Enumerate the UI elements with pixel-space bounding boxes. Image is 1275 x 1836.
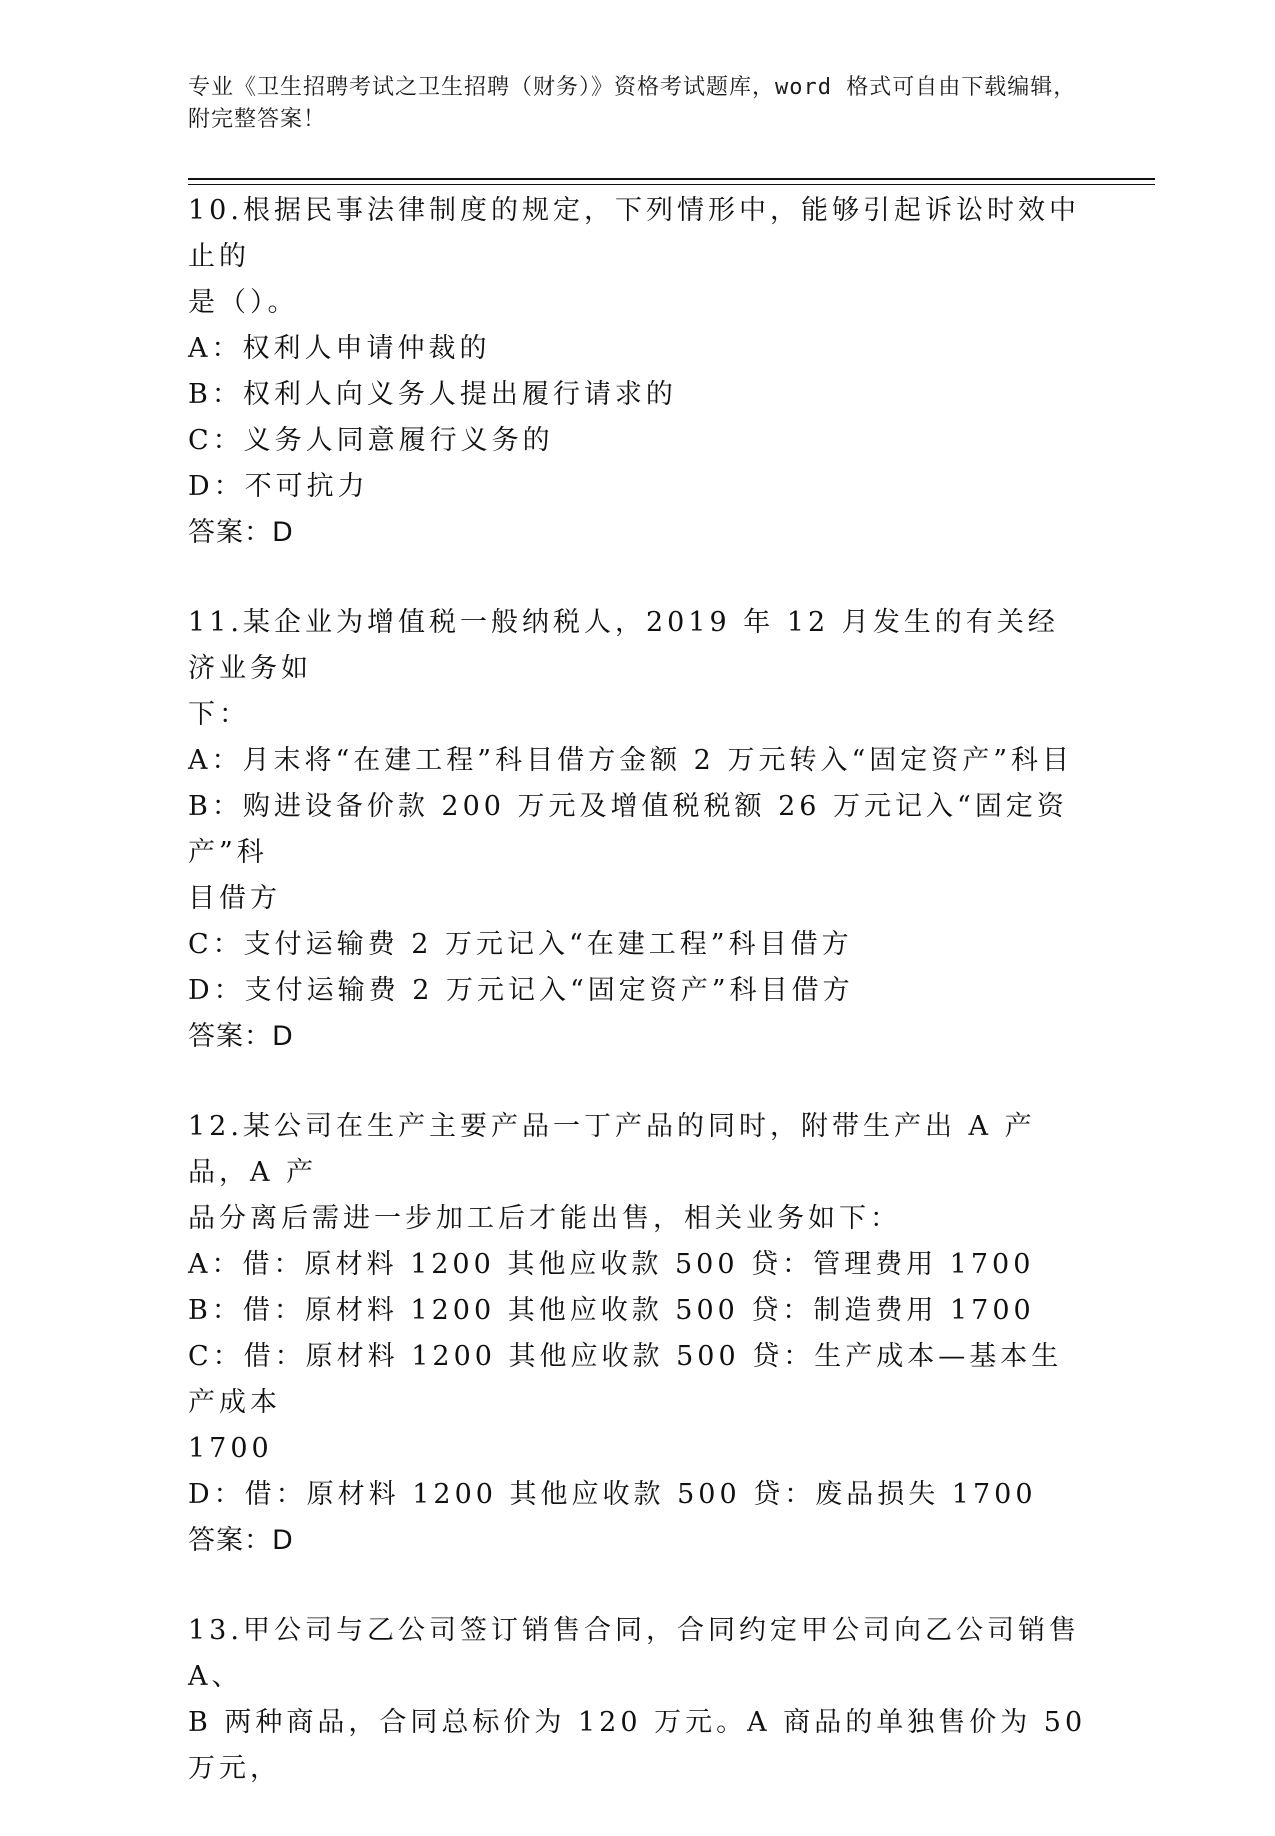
question-stem-line: 品分离后需进一步加工后才能出售，相关业务如下： xyxy=(188,1203,901,1234)
answer-option-line: B：购进设备价款 200 万元及增值税税额 26 万元记入“固定资产”科 xyxy=(188,791,1068,868)
answer-option-line: A：权利人申请仲裁的 xyxy=(188,333,491,364)
question-stem-line: 13.甲公司与乙公司签订销售合同，合同约定甲公司向乙公司销售 A、 xyxy=(188,1615,1093,1692)
answer-option-line: B：权利人向义务人提出履行请求的 xyxy=(188,379,677,410)
answer-option-line: D：借：原材料 1200 其他应收款 500 贷：废品损失 1700 xyxy=(188,1479,1037,1510)
answer-option-line: 目借方 xyxy=(188,883,281,914)
answer-option-line: C：借：原材料 1200 其他应收款 500 贷：生产成本—基本生产成本 xyxy=(188,1341,1063,1418)
answer-option-line: C：义务人同意履行义务的 xyxy=(188,425,554,456)
document-header: 专业《卫生招聘考试之卫生招聘（财务）》资格考试题库，word 格式可自由下载编辑，附完整答案！ xyxy=(188,75,1077,132)
question-stem-line: 10.根据民事法律制度的规定，下列情形中，能够引起诉讼时效中止的 xyxy=(188,195,1080,272)
question-block xyxy=(188,600,1088,1060)
question-block xyxy=(188,1608,1099,1792)
answer-option-line: 1700 xyxy=(188,1433,273,1464)
header-divider-thick xyxy=(188,178,1155,180)
answer-option-line: D：不可抗力 xyxy=(188,471,369,502)
question-list xyxy=(188,188,1099,1836)
answer-key: 答案：D xyxy=(188,517,294,548)
question-block xyxy=(188,188,1088,556)
answer-option-line: C：支付运输费 2 万元记入“在建工程”科目借方 xyxy=(188,929,853,960)
question-stem-line: 11.某企业为增值税一般纳税人，2019 年 12 月发生的有关经济业务如 xyxy=(188,607,1059,684)
question-stem-line: 是（）。 xyxy=(188,287,299,318)
answer-key: 答案：D xyxy=(188,1525,294,1556)
question-stem-line: 12.某公司在生产主要产品一丁产品的同时，附带生产出 A 产品，A 产 xyxy=(188,1111,1036,1188)
answer-option-line: B：借：原材料 1200 其他应收款 500 贷：制造费用 1700 xyxy=(188,1295,1035,1326)
answer-key: 答案：D xyxy=(188,1021,294,1052)
question-stem-line: B 两种商品，合同总标价为 120 万元。A 商品的单独售价为 50 万元， xyxy=(188,1707,1099,1784)
answer-option-line: D：支付运输费 2 万元记入“固定资产”科目借方 xyxy=(188,975,854,1006)
header-divider-thin xyxy=(188,184,1155,185)
question-stem-line: 下： xyxy=(188,699,250,730)
question-block xyxy=(188,1104,1088,1564)
answer-option-line: A：月末将“在建工程”科目借方金额 2 万元转入“固定资产”科目 xyxy=(188,745,1074,776)
answer-option-line: A：借：原材料 1200 其他应收款 500 贷：管理费用 1700 xyxy=(188,1249,1035,1280)
